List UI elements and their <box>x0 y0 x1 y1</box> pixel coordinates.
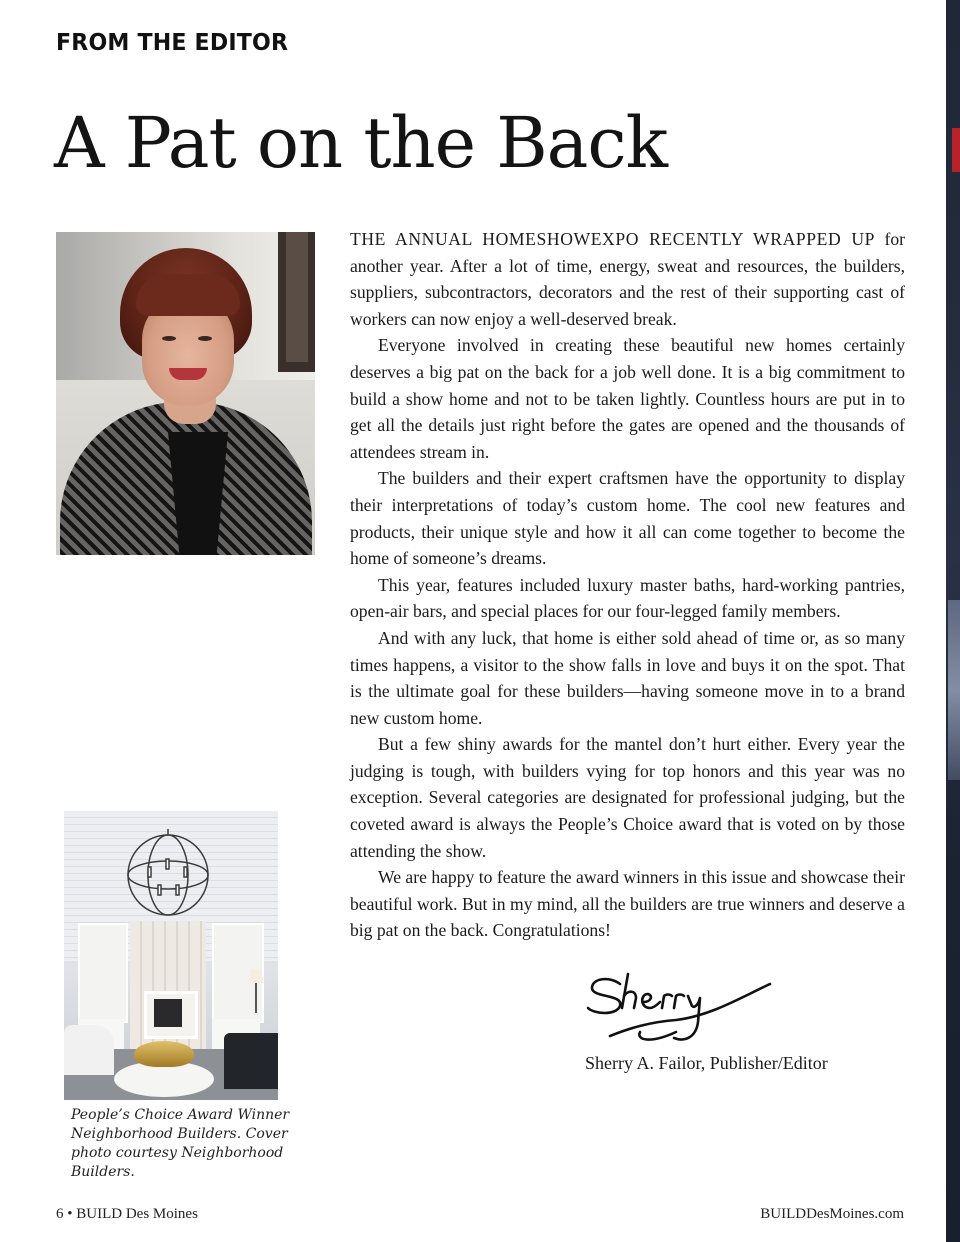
website-url: BUILDDesMoines.com <box>760 1206 904 1222</box>
lead-in-caps: THE ANNUAL HOMESHOWEXPO RECENTLY WRAPPED UP <box>350 229 876 249</box>
page-folio: 6 • BUILD Des Moines <box>56 1206 198 1222</box>
article-paragraph: We are happy to feature the award winners in this issue and showcase their beautiful work. But in my mind, all the builders are true winners and deserve a big pat on the back. Congratulations! <box>350 867 905 941</box>
signature-name-title: Sherry A. Failor, Publisher/Editor <box>585 1053 828 1073</box>
section-label: FROM THE EDITOR <box>56 30 289 56</box>
handwritten-signature <box>580 962 780 1052</box>
page-title: A Pat on the Back <box>54 102 668 184</box>
adjacent-page-edge <box>946 0 960 1242</box>
article-paragraph: The builders and their expert craftsmen have the opportunity to display their interpretations of today’s custom home. The cool new features and products, their unique style and how it all can come together to become the home of someone’s dreams. <box>350 468 905 569</box>
article-paragraph: But a few shiny awards for the mantel don’t hurt either. Every year the judging is tough, with builders vying for top honors and this year was no exception. Several categories are designated for professional judging, but the coveted award is always the People’s Choice award that is voted on by those attending the show. <box>350 734 905 861</box>
photo-caption: People’s Choice Award Winner Neighborhood Builders. Cover photo courtesy Neighborhood Builders. <box>71 1107 290 1180</box>
article-paragraph: This year, features included luxury master baths, hard-working pantries, open-air bars, and special places for our four-legged family members. <box>350 574 905 622</box>
article-paragraph: THE ANNUAL HOMESHOWEXPO RECENTLY WRAPPED UP for another year. After a lot of time, energy, sweat and resources, the builders, suppliers, subcontractors, decorators and the rest of their supporting cast of workers can now enjoy a well-deserved break. <box>350 229 905 329</box>
article-paragraph: Everyone involved in creating these beautiful new homes certainly deserves a big pat on the back for a job well done. It is a big commitment to build a show home and not to be taken lightly. Countless hours are put in to get all the details just right before the gates are opened and the thousands of attendees stream in. <box>350 335 905 462</box>
editor-portrait-photo <box>56 232 315 555</box>
award-winning-home-photo <box>64 811 278 1100</box>
editor-letter-body <box>350 226 905 944</box>
article-paragraph: And with any luck, that home is either sold ahead of time or, as so many times happens, a visitor to the show falls in love and buys it on the spot. That is the ultimate goal for these builders—having someone move in to a brand new custom home. <box>350 627 905 728</box>
